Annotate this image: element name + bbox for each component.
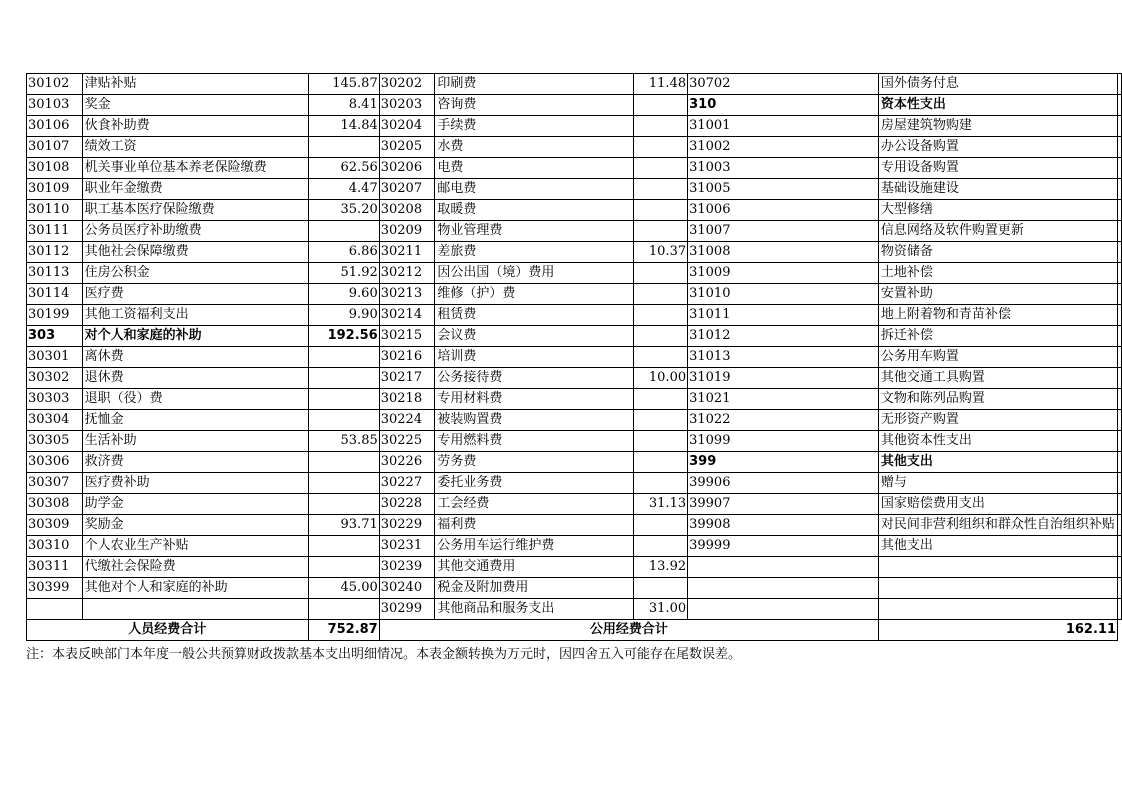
- account-name-cell: 其他工资福利支出: [82, 305, 308, 326]
- account-name-cell: 对民间非营利组织和群众性自治组织补贴: [878, 515, 1117, 536]
- amount-cell: [633, 431, 687, 452]
- account-code-cell: 30206: [379, 158, 435, 179]
- account-code-cell: 31008: [688, 242, 879, 263]
- account-name-cell: 个人农业生产补贴: [82, 536, 308, 557]
- account-code-cell: 30217: [379, 368, 435, 389]
- account-code-cell: 30202: [379, 74, 435, 95]
- public-total-value: 162.11: [878, 620, 1117, 641]
- amount-cell: [1118, 74, 1122, 95]
- account-name-cell: 基础设施建设: [878, 179, 1117, 200]
- table-row: [27, 431, 1122, 452]
- amount-cell: [1118, 368, 1122, 389]
- amount-cell: [1118, 536, 1122, 557]
- table-row: [27, 368, 1122, 389]
- account-code-cell: 30301: [27, 347, 83, 368]
- table-row: [27, 221, 1122, 242]
- account-code-cell: 30702: [688, 74, 879, 95]
- account-code-cell: 30299: [379, 599, 435, 620]
- account-name-cell: [82, 599, 308, 620]
- totals-row: [27, 620, 1122, 641]
- account-code-cell: 30216: [379, 347, 435, 368]
- amount-cell: 51.92: [308, 263, 379, 284]
- amount-cell: [308, 389, 379, 410]
- account-code-cell: 30215: [379, 326, 435, 347]
- table-row: [27, 242, 1122, 263]
- amount-cell: [633, 137, 687, 158]
- account-name-cell: 赠与: [878, 473, 1117, 494]
- account-name-cell: 公务用车购置: [878, 347, 1117, 368]
- table-row: [27, 305, 1122, 326]
- account-name-cell: 公务用车运行维护费: [435, 536, 633, 557]
- amount-cell: [308, 599, 379, 620]
- amount-cell: 45.00: [308, 578, 379, 599]
- amount-cell: [1118, 179, 1122, 200]
- account-name-cell: 其他商品和服务支出: [435, 599, 633, 620]
- account-code-cell: 31007: [688, 221, 879, 242]
- amount-cell: [633, 410, 687, 431]
- account-name-cell: 国外债务付息: [878, 74, 1117, 95]
- account-code-cell: 30214: [379, 305, 435, 326]
- amount-cell: [1118, 347, 1122, 368]
- account-name-cell: 公务接待费: [435, 368, 633, 389]
- account-code-cell: 30204: [379, 116, 435, 137]
- table-row: [27, 200, 1122, 221]
- amount-cell: [1118, 200, 1122, 221]
- account-code-cell: 39908: [688, 515, 879, 536]
- account-name-cell: 奖金: [82, 95, 308, 116]
- account-code-cell: [688, 557, 879, 578]
- account-name-cell: 电费: [435, 158, 633, 179]
- amount-cell: [633, 158, 687, 179]
- account-code-cell: 39999: [688, 536, 879, 557]
- account-name-cell: 培训费: [435, 347, 633, 368]
- account-code-cell: 30109: [27, 179, 83, 200]
- account-name-cell: 租赁费: [435, 305, 633, 326]
- account-code-cell: 30239: [379, 557, 435, 578]
- amount-cell: [1118, 137, 1122, 158]
- account-name-cell: 安置补助: [878, 284, 1117, 305]
- account-name-cell: 手续费: [435, 116, 633, 137]
- account-code-cell: 30209: [379, 221, 435, 242]
- amount-cell: [1118, 389, 1122, 410]
- amount-cell: [1118, 242, 1122, 263]
- account-code-cell: 31001: [688, 116, 879, 137]
- account-code-cell: 31005: [688, 179, 879, 200]
- account-code-cell: 30308: [27, 494, 83, 515]
- account-name-cell: 其他交通费用: [435, 557, 633, 578]
- account-name-cell: 因公出国（境）费用: [435, 263, 633, 284]
- table-row: [27, 326, 1122, 347]
- account-name-cell: 救济费: [82, 452, 308, 473]
- amount-cell: 6.86: [308, 242, 379, 263]
- account-code-cell: 30399: [27, 578, 83, 599]
- account-code-cell: 31010: [688, 284, 879, 305]
- account-code-cell: 31019: [688, 368, 879, 389]
- amount-cell: [1118, 578, 1122, 599]
- amount-cell: [633, 200, 687, 221]
- amount-cell: 53.85: [308, 431, 379, 452]
- table-row: [27, 116, 1122, 137]
- account-code-cell: 30227: [379, 473, 435, 494]
- amount-cell: [1118, 452, 1122, 473]
- account-name-cell: 取暖费: [435, 200, 633, 221]
- account-code-cell: 30212: [379, 263, 435, 284]
- amount-cell: [308, 536, 379, 557]
- amount-cell: [633, 515, 687, 536]
- account-code-cell: 30309: [27, 515, 83, 536]
- amount-cell: 62.56: [308, 158, 379, 179]
- amount-cell: [633, 452, 687, 473]
- account-code-cell: 30225: [379, 431, 435, 452]
- account-name-cell: 公务员医疗补助缴费: [82, 221, 308, 242]
- table-row: [27, 536, 1122, 557]
- amount-cell: [308, 368, 379, 389]
- account-code-cell: 30311: [27, 557, 83, 578]
- account-name-cell: 物资储备: [878, 242, 1117, 263]
- account-name-cell: 福利费: [435, 515, 633, 536]
- table-row: [27, 473, 1122, 494]
- account-name-cell: [878, 599, 1117, 620]
- account-name-cell: 抚恤金: [82, 410, 308, 431]
- amount-cell: [1118, 326, 1122, 347]
- account-code-cell: 30218: [379, 389, 435, 410]
- amount-cell: [308, 221, 379, 242]
- amount-cell: [1118, 557, 1122, 578]
- account-code-cell: 303: [27, 326, 83, 347]
- amount-cell: [633, 116, 687, 137]
- account-name-cell: 奖励金: [82, 515, 308, 536]
- amount-cell: [633, 95, 687, 116]
- account-name-cell: 工会经费: [435, 494, 633, 515]
- account-name-cell: 物业管理费: [435, 221, 633, 242]
- account-name-cell: 拆迁补偿: [878, 326, 1117, 347]
- amount-cell: [633, 326, 687, 347]
- account-name-cell: [878, 557, 1117, 578]
- account-code-cell: 30310: [27, 536, 83, 557]
- amount-cell: 10.00: [633, 368, 687, 389]
- amount-cell: 192.56: [308, 326, 379, 347]
- amount-cell: [1118, 95, 1122, 116]
- account-name-cell: 医疗费: [82, 284, 308, 305]
- account-name-cell: 退职（役）费: [82, 389, 308, 410]
- account-name-cell: 税金及附加费用: [435, 578, 633, 599]
- amount-cell: 8.41: [308, 95, 379, 116]
- account-name-cell: 土地补偿: [878, 263, 1117, 284]
- account-code-cell: 30302: [27, 368, 83, 389]
- account-name-cell: 津贴补贴: [82, 74, 308, 95]
- account-name-cell: 维修（护）费: [435, 284, 633, 305]
- account-name-cell: 职业年金缴费: [82, 179, 308, 200]
- account-name-cell: 委托业务费: [435, 473, 633, 494]
- amount-cell: [633, 263, 687, 284]
- account-name-cell: 房屋建筑物购建: [878, 116, 1117, 137]
- table-row: [27, 410, 1122, 431]
- account-name-cell: 职工基本医疗保险缴费: [82, 200, 308, 221]
- personnel-total-label: 人员经费合计: [27, 620, 309, 641]
- account-code-cell: 30199: [27, 305, 83, 326]
- amount-cell: [308, 410, 379, 431]
- amount-cell: 145.87: [308, 74, 379, 95]
- account-name-cell: 会议费: [435, 326, 633, 347]
- amount-cell: [1118, 158, 1122, 179]
- account-name-cell: 其他支出: [878, 536, 1117, 557]
- account-code-cell: 30203: [379, 95, 435, 116]
- account-code-cell: 31022: [688, 410, 879, 431]
- account-name-cell: 邮电费: [435, 179, 633, 200]
- amount-cell: [1118, 410, 1122, 431]
- account-code-cell: 30111: [27, 221, 83, 242]
- amount-cell: [633, 179, 687, 200]
- account-code-cell: 30303: [27, 389, 83, 410]
- account-name-cell: 离休费: [82, 347, 308, 368]
- amount-cell: 31.00: [633, 599, 687, 620]
- account-name-cell: 其他支出: [878, 452, 1117, 473]
- account-code-cell: 30110: [27, 200, 83, 221]
- account-code-cell: 31009: [688, 263, 879, 284]
- account-name-cell: 对个人和家庭的补助: [82, 326, 308, 347]
- account-code-cell: 30213: [379, 284, 435, 305]
- account-code-cell: 31011: [688, 305, 879, 326]
- account-name-cell: 被装购置费: [435, 410, 633, 431]
- account-name-cell: 其他对个人和家庭的补助: [82, 578, 308, 599]
- table-row: [27, 95, 1122, 116]
- amount-cell: [1118, 116, 1122, 137]
- amount-cell: [1118, 515, 1122, 536]
- amount-cell: [308, 557, 379, 578]
- account-name-cell: 无形资产购置: [878, 410, 1117, 431]
- account-code-cell: 30304: [27, 410, 83, 431]
- account-code-cell: 30107: [27, 137, 83, 158]
- account-name-cell: 专用材料费: [435, 389, 633, 410]
- account-name-cell: 绩效工资: [82, 137, 308, 158]
- amount-cell: 4.47: [308, 179, 379, 200]
- amount-cell: [1118, 221, 1122, 242]
- account-code-cell: 31012: [688, 326, 879, 347]
- account-code-cell: 30207: [379, 179, 435, 200]
- account-name-cell: 文物和陈列品购置: [878, 389, 1117, 410]
- amount-cell: 93.71: [308, 515, 379, 536]
- account-code-cell: 30229: [379, 515, 435, 536]
- amount-cell: 14.84: [308, 116, 379, 137]
- amount-cell: [1118, 284, 1122, 305]
- amount-cell: 10.37: [633, 242, 687, 263]
- account-name-cell: 地上附着物和青苗补偿: [878, 305, 1117, 326]
- table-row: [27, 515, 1122, 536]
- personnel-total-value: 752.87: [308, 620, 379, 641]
- account-name-cell: 大型修缮: [878, 200, 1117, 221]
- table-row: [27, 347, 1122, 368]
- table-row: [27, 263, 1122, 284]
- table-footnote: 注：本表反映部门本年度一般公共预算财政拨款基本支出明细情况。本表金额转换为万元时，因四舍五入可能存在尾数误差。: [26, 647, 742, 662]
- account-code-cell: 30211: [379, 242, 435, 263]
- amount-cell: [308, 494, 379, 515]
- account-name-cell: 专用燃料费: [435, 431, 633, 452]
- account-code-cell: 30112: [27, 242, 83, 263]
- account-name-cell: 其他社会保障缴费: [82, 242, 308, 263]
- amount-cell: [633, 578, 687, 599]
- account-code-cell: 31013: [688, 347, 879, 368]
- account-code-cell: 31003: [688, 158, 879, 179]
- account-name-cell: 资本性支出: [878, 95, 1117, 116]
- account-name-cell: 国家赔偿费用支出: [878, 494, 1117, 515]
- account-code-cell: 30226: [379, 452, 435, 473]
- account-code-cell: 39907: [688, 494, 879, 515]
- amount-cell: [633, 389, 687, 410]
- amount-cell: [633, 536, 687, 557]
- account-code-cell: 30114: [27, 284, 83, 305]
- amount-cell: 31.13: [633, 494, 687, 515]
- table-row: [27, 137, 1122, 158]
- account-name-cell: 生活补助: [82, 431, 308, 452]
- table-row: [27, 578, 1122, 599]
- account-code-cell: 30106: [27, 116, 83, 137]
- account-name-cell: 助学金: [82, 494, 308, 515]
- account-name-cell: 专用设备购置: [878, 158, 1117, 179]
- account-code-cell: 30228: [379, 494, 435, 515]
- table-row: [27, 557, 1122, 578]
- account-code-cell: 30113: [27, 263, 83, 284]
- account-name-cell: 办公设备购置: [878, 137, 1117, 158]
- amount-cell: [633, 347, 687, 368]
- amount-cell: [308, 452, 379, 473]
- account-name-cell: 医疗费补助: [82, 473, 308, 494]
- account-code-cell: [688, 599, 879, 620]
- expenditure-table: [26, 73, 1122, 641]
- public-total-label: 公用经费合计: [379, 620, 878, 641]
- account-code-cell: 30103: [27, 95, 83, 116]
- account-code-cell: [688, 578, 879, 599]
- account-code-cell: 31002: [688, 137, 879, 158]
- account-code-cell: 30102: [27, 74, 83, 95]
- account-code-cell: 30305: [27, 431, 83, 452]
- amount-cell: [1118, 494, 1122, 515]
- account-code-cell: 30231: [379, 536, 435, 557]
- account-name-cell: 信息网络及软件购置更新: [878, 221, 1117, 242]
- account-name-cell: [878, 578, 1117, 599]
- account-code-cell: 31006: [688, 200, 879, 221]
- table-row: [27, 158, 1122, 179]
- amount-cell: [633, 305, 687, 326]
- amount-cell: [1118, 431, 1122, 452]
- account-code-cell: 30208: [379, 200, 435, 221]
- table-row: [27, 452, 1122, 473]
- account-name-cell: 退休费: [82, 368, 308, 389]
- amount-cell: 9.60: [308, 284, 379, 305]
- amount-cell: [1118, 473, 1122, 494]
- amount-cell: 11.48: [633, 74, 687, 95]
- account-name-cell: 伙食补助费: [82, 116, 308, 137]
- account-code-cell: [27, 599, 83, 620]
- amount-cell: [308, 137, 379, 158]
- account-code-cell: 30240: [379, 578, 435, 599]
- amount-cell: [308, 473, 379, 494]
- account-name-cell: 水费: [435, 137, 633, 158]
- amount-cell: [308, 347, 379, 368]
- amount-cell: [1118, 263, 1122, 284]
- account-name-cell: 劳务费: [435, 452, 633, 473]
- amount-cell: [1118, 599, 1122, 620]
- account-name-cell: 其他交通工具购置: [878, 368, 1117, 389]
- account-code-cell: 30205: [379, 137, 435, 158]
- account-name-cell: 咨询费: [435, 95, 633, 116]
- table-row: [27, 74, 1122, 95]
- account-name-cell: 印刷费: [435, 74, 633, 95]
- account-code-cell: 30306: [27, 452, 83, 473]
- account-name-cell: 机关事业单位基本养老保险缴费: [82, 158, 308, 179]
- account-code-cell: 39906: [688, 473, 879, 494]
- table-row: [27, 494, 1122, 515]
- account-code-cell: 30224: [379, 410, 435, 431]
- amount-cell: [633, 284, 687, 305]
- amount-cell: [1118, 305, 1122, 326]
- amount-cell: 35.20: [308, 200, 379, 221]
- account-name-cell: 住房公积金: [82, 263, 308, 284]
- account-code-cell: 31021: [688, 389, 879, 410]
- amount-cell: 13.92: [633, 557, 687, 578]
- amount-cell: [633, 221, 687, 242]
- account-code-cell: 30307: [27, 473, 83, 494]
- account-name-cell: 差旅费: [435, 242, 633, 263]
- table-row: [27, 179, 1122, 200]
- table-row: [27, 389, 1122, 410]
- amount-cell: [633, 473, 687, 494]
- table-row: [27, 284, 1122, 305]
- account-name-cell: 代缴社会保险费: [82, 557, 308, 578]
- table-row: [27, 599, 1122, 620]
- account-code-cell: 31099: [688, 431, 879, 452]
- account-code-cell: 310: [688, 95, 879, 116]
- account-code-cell: 30108: [27, 158, 83, 179]
- account-name-cell: 其他资本性支出: [878, 431, 1117, 452]
- account-code-cell: 399: [688, 452, 879, 473]
- amount-cell: 9.90: [308, 305, 379, 326]
